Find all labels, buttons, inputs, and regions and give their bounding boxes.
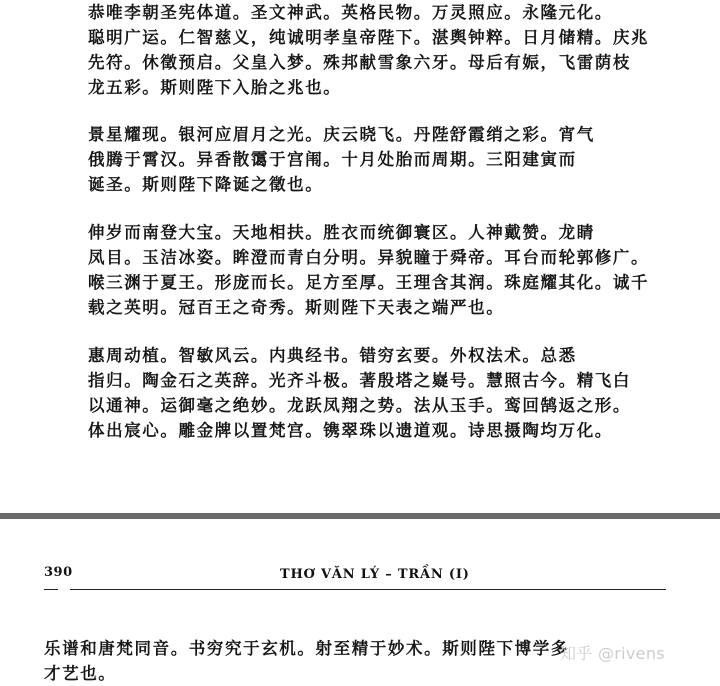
paragraph-2: 景星耀现。银河应眉月之光。庆云晓飞。丹陛舒霞绡之彩。宵气 俄腾于霄汉。异香散霭于宫闱。十月处胎而周期。三阳建寅而 诞圣。斯则陛下降诞之徵也。 <box>88 125 595 194</box>
continued-paragraph: 乐谱和唐梵同音。书穷究于玄机。射至精于妙术。斯则陛下博学多 才艺也。 <box>44 639 569 683</box>
watermark: 知乎 @rivens <box>560 644 665 663</box>
running-header: THƠ VĂN LÝ – TRẦN (I) <box>280 567 470 582</box>
header-rule-left <box>44 589 58 590</box>
header-rule-right <box>70 589 666 590</box>
page-break-divider <box>0 513 720 519</box>
paragraph-3: 伸岁而南登大宝。天地相扶。胜衣而统御寰区。人神戴赞。龙睛 凤目。玉洁冰姿。眸澄而青白分明。异貌瞳于舜帝。耳台而轮郭修广。 喉三渊于夏王。形庞而长。足方至厚。王理含其润。珠庭耀其化。诚千 载之英明。冠百王之奇秀。斯则陛下天表之端严也。 <box>88 223 650 317</box>
paragraph-1: 恭唯李朝圣宪体道。圣文神武。英格民物。万灵照应。永隆元化。 聪明广运。仁智慈义，纯诚明孝皇帝陛下。湛舆钟粹。日月储精。庆兆 先符。休徵预启。父皇入梦。殊邦献雪象六牙。母后有娠，飞雷荫枝 龙五彩。斯则陛下入胎之兆也。 <box>88 3 650 97</box>
page-number: 390 <box>44 565 73 580</box>
paragraph-4: 惠周动植。智敏风云。内典经书。错穷玄要。外权法术。总悉 指归。陶金石之英辞。光齐斗极。著殷塔之嶷号。慧照古今。精飞白 以通神。运御毫之绝妙。龙跃凤翔之势。法从玉手。鸾回鹄返之形。 体出宸心。雕金牌以置梵宫。镌翠珠以遗道观。诗思摄陶均万化。 <box>88 346 631 440</box>
